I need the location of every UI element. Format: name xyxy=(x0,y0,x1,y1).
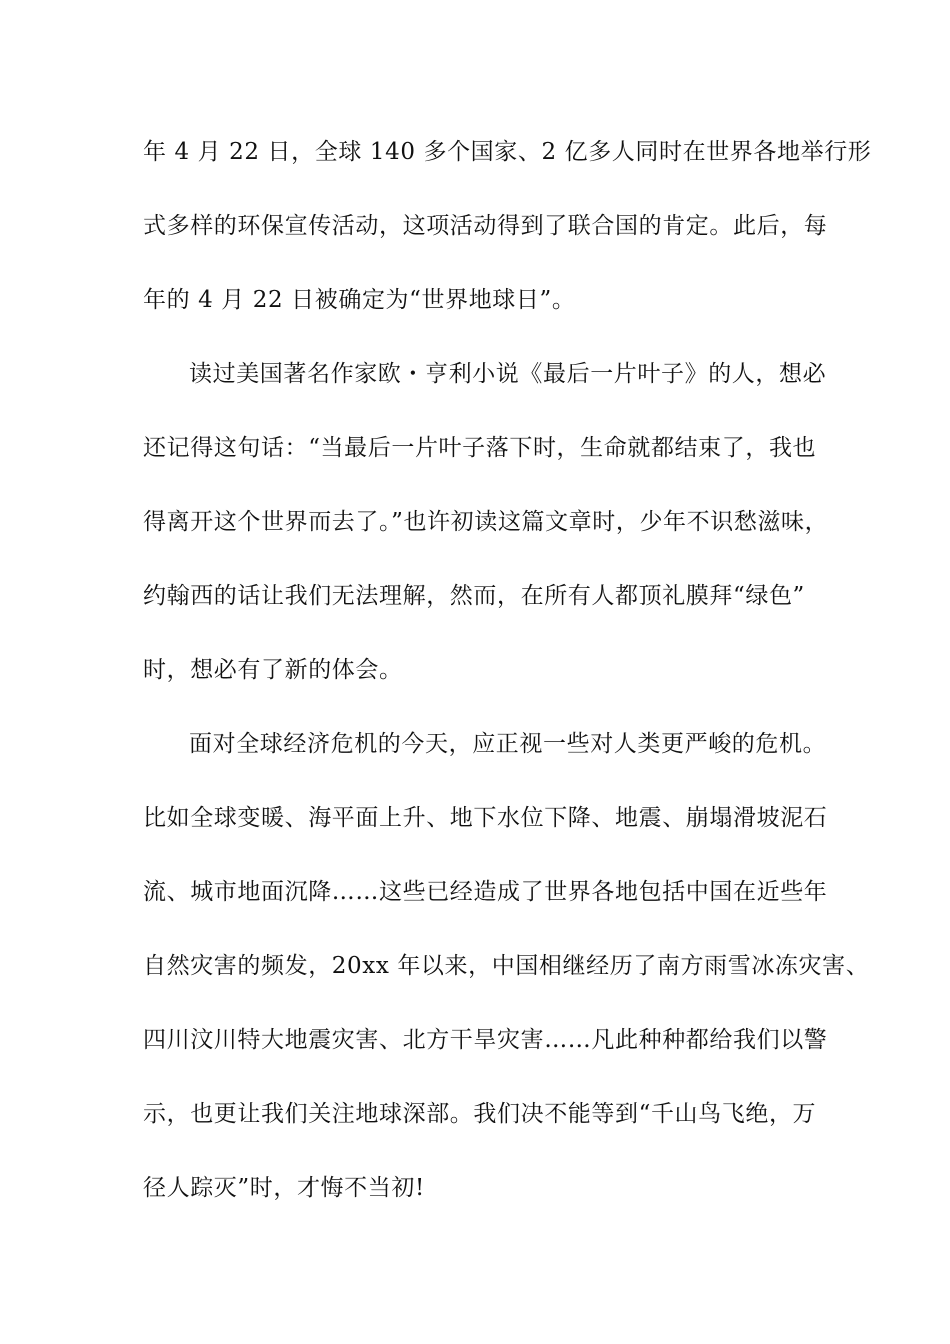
paragraph-start-line: 读过美国著名作家欧・亨利小说《最后一片叶子》的人，想必 xyxy=(189,361,827,387)
text-line: 时，想必有了新的体会。 xyxy=(143,657,403,683)
text-line: 示，也更让我们关注地球深部。我们决不能等到“千山鸟飞绝，万 xyxy=(143,1101,817,1127)
text-line: 自然灾害的频发，20xx 年以来，中国相继经历了南方雨雪冰冻灾害、 xyxy=(143,953,870,979)
text-line: 还记得这句话：“当最后一片叶子落下时，生命就都结束了，我也 xyxy=(143,435,817,461)
text-line: 年 4 月 22 日，全球 140 多个国家、2 亿多人同时在世界各地举行形 xyxy=(143,139,872,165)
paragraph-start-line: 面对全球经济危机的今天，应正视一些对人类更严峻的危机。 xyxy=(189,731,827,757)
text-line: 流、城市地面沉降……这些已经造成了世界各地包括中国在近些年 xyxy=(143,879,828,905)
text-line: 式多样的环保宣传活动，这项活动得到了联合国的肯定。此后，每 xyxy=(143,213,828,239)
text-line: 约翰西的话让我们无法理解，然而，在所有人都顶礼膜拜“绿色” xyxy=(143,583,805,609)
text-line: 年的 4 月 22 日被确定为“世界地球日”。 xyxy=(143,287,576,313)
text-line: 得离开这个世界而去了。”也许初读这篇文章时，少年不识愁滋味， xyxy=(143,509,829,535)
text-line: 四川汶川特大地震灾害、北方干旱灾害……凡此种种都给我们以警 xyxy=(143,1027,828,1053)
text-line: 比如全球变暖、海平面上升、地下水位下降、地震、崩塌滑坡泥石 xyxy=(143,805,828,831)
text-line: 径人踪灭”时，才悔不当初! xyxy=(143,1175,425,1201)
